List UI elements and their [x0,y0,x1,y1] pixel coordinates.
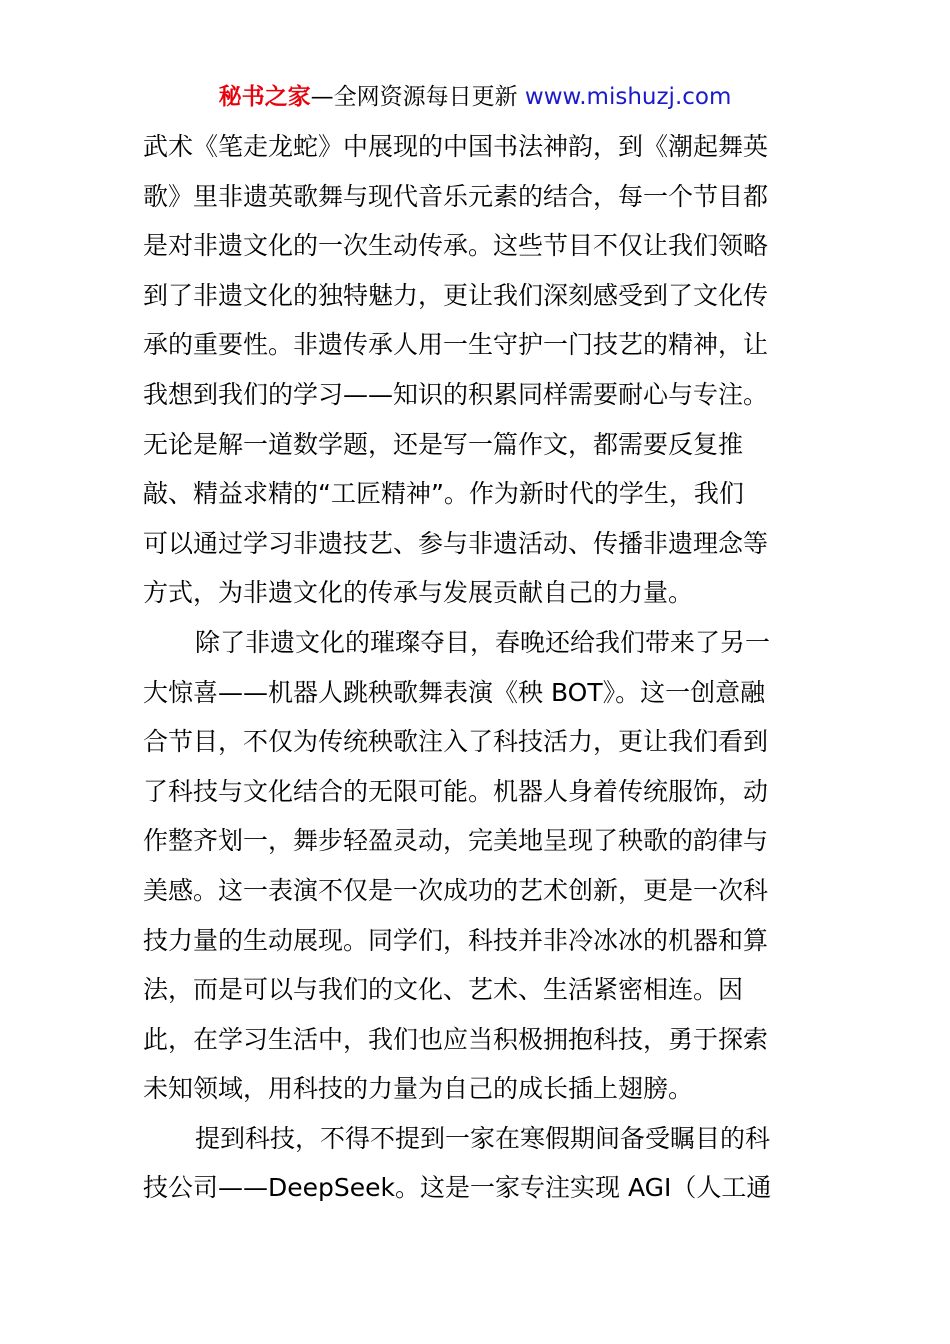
text-line: 除了非遗文化的璀璨夺目，春晚还给我们带来了另一 [195,627,771,657]
text-line: 合节目，不仅为传统秧歌注入了科技活力，更让我们看到 [143,727,769,757]
text-line: 无论是解一道数学题，还是写一篇作文，都需要反复推 [143,429,744,459]
text-line: 大惊喜——机器人跳秧歌舞表演《秧 BOT》。这一创意融 [143,677,766,707]
text-line: 未知领域，用科技的力量为自己的成长插上翅膀。 [143,1074,694,1104]
text-line: 技公司——DeepSeek。这是一家专注实现 AGI（人工通 [143,1173,772,1203]
text-line: 承的重要性。非遗传承人用一生守护一门技艺的精神，让 [143,330,769,360]
text-line: 提到科技，不得不提到一家在寒假期间备受瞩目的科 [195,1123,771,1153]
text-line: 了科技与文化结合的无限可能。机器人身着传统服饰，动 [143,776,769,806]
text-line: 武术《笔走龙蛇》中展现的中国书法神韵，到《潮起舞英 [143,132,769,161]
text-line: 是对非遗文化的一次生动传承。这些节目不仅让我们领略 [143,231,769,261]
text-line: 法，而是可以与我们的文化、艺术、生活紧密相连。因 [143,975,744,1005]
text-line: 作整齐划一，舞步轻盈灵动，完美地呈现了秧歌的韵律与 [143,826,769,856]
text-line: 到了非遗文化的独特魅力，更让我们深刻感受到了文化传 [143,280,769,310]
site-url[interactable]: www.mishuzj.com [524,84,732,110]
text-line: 技力量的生动展现。同学们，科技并非冷冰冰的机器和算 [143,925,769,955]
text-line: 歌》里非遗英歌舞与现代音乐元素的结合，每一个节目都 [143,181,769,211]
text-line: 我想到我们的学习——知识的积累同样需要耐心与专注。 [143,379,769,409]
article-body [143,122,807,1213]
header-tagline: —全网资源每日更新 [310,84,525,110]
paragraph [143,122,807,618]
text-line: 敲、精益求精的“工匠精神”。作为新时代的学生，我们 [143,479,744,509]
page-header [0,82,950,112]
text-line: 可以通过学习非遗技艺、参与非遗活动、传播非遗理念等 [143,528,769,558]
paragraph [143,1114,807,1213]
text-line: 方式，为非遗文化的传承与发展贡献自己的力量。 [143,578,694,608]
paragraph [143,618,807,1114]
text-line: 此，在学习生活中，我们也应当积极拥抱科技，勇于探索 [143,1024,769,1054]
text-line: 美感。这一表演不仅是一次成功的艺术创新，更是一次科 [143,875,769,905]
brand-name: 秘书之家 [218,84,311,110]
